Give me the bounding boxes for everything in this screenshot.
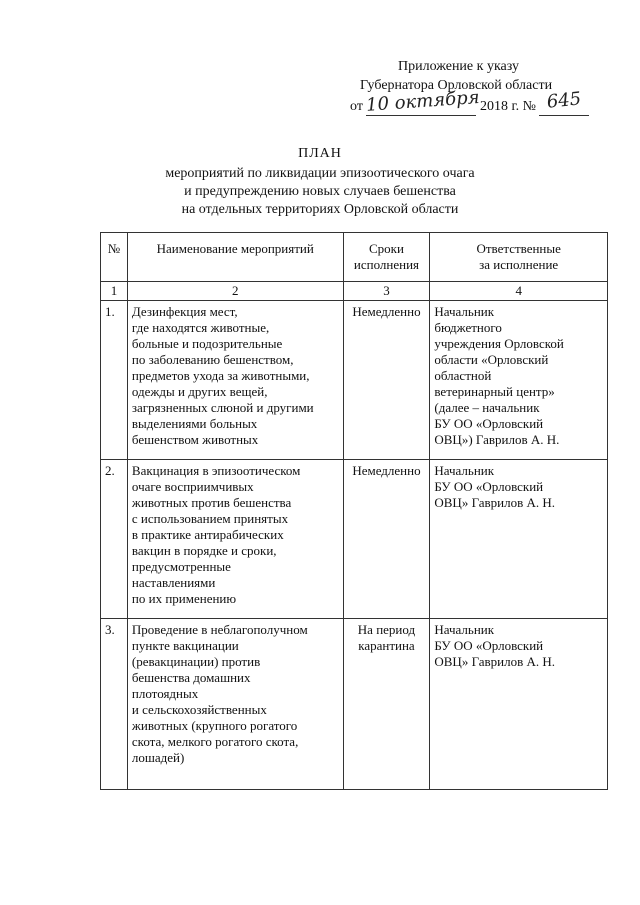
annex-line-1: Приложение к указу — [398, 59, 519, 74]
measure-name-cell — [127, 460, 343, 619]
responsible-cell-line: ОВЦ» Гаврилов А. Н. — [434, 495, 556, 510]
title-line-2: и предупреждению новых случаев бешенства — [184, 184, 456, 199]
row-number-cell: 3. — [101, 619, 128, 790]
measure-name-cell-line: одежды и других вещей, — [131, 384, 268, 399]
measure-name-cell-line: Проведение в неблагополучном — [131, 622, 308, 637]
measure-name-cell-line: предусмотренные — [131, 559, 231, 574]
col-number-cell: 3 — [343, 282, 430, 301]
measure-name-cell — [127, 619, 343, 790]
measure-name-cell-line: и сельскохозяйственных — [131, 702, 267, 717]
annex-year-label: 2018 г. № — [479, 99, 536, 114]
measure-name-cell-line: где находятся животные, — [131, 320, 270, 335]
handwritten-date: 10 октября — [365, 86, 481, 116]
responsible-cell — [430, 301, 608, 460]
responsible-cell-line: Начальник — [434, 463, 495, 478]
term-cell — [343, 301, 430, 460]
title-line-1: мероприятий по ликвидации эпизоотического очага — [165, 166, 475, 181]
measure-name-cell-line: с использованием принятых — [131, 511, 289, 526]
annex-from-label: от — [350, 99, 363, 114]
measure-name-cell-line: наставлениями — [131, 575, 216, 590]
header-term-line-1: Сроки — [368, 241, 404, 256]
responsible-cell-line: (далее – начальник — [434, 400, 540, 415]
measure-name-cell-line: бешенством животных — [131, 432, 259, 447]
term-cell — [343, 460, 430, 619]
row-number-cell: 1. — [101, 301, 128, 460]
measure-name-cell-line: скота, мелкого рогатого скота, — [131, 734, 299, 749]
header-responsible — [430, 233, 608, 282]
responsible-cell-line: учреждения Орловской — [434, 336, 564, 351]
measure-name-cell-line: предметов ухода за животными, — [131, 368, 310, 383]
term-cell-line: Немедленно — [352, 463, 421, 478]
annex-date-field — [365, 86, 481, 116]
measure-name-cell-line: по заболеванию бешенством, — [131, 352, 294, 367]
measure-name-cell-line: выделениями больных — [131, 416, 258, 431]
term-cell-line: карантина — [358, 638, 415, 653]
table-row — [101, 460, 608, 619]
annex-line-2: Губернатора Орловской области — [360, 78, 553, 93]
header-name: Наименование мероприятий — [127, 233, 343, 282]
column-number-row — [101, 282, 608, 301]
row-number-cell: 2. — [101, 460, 128, 619]
responsible-cell-line: Начальник — [434, 622, 495, 637]
responsible-cell-line: Начальник — [434, 304, 495, 319]
plan-table — [100, 232, 608, 790]
responsible-cell-line: БУ ОО «Орловский — [434, 479, 544, 494]
term-cell-line: На период — [357, 622, 416, 637]
col-number-cell: 1 — [101, 282, 128, 301]
responsible-cell-line: бюджетного — [434, 320, 502, 335]
table-row — [101, 619, 608, 790]
responsible-cell-line: области «Орловский — [434, 352, 549, 367]
measure-name-cell-line: загрязненных слюной и другими — [131, 400, 314, 415]
term-cell-line: Немедленно — [352, 304, 421, 319]
measure-name-cell-line: больные и подозрительные — [131, 336, 283, 351]
col-number-cell: 4 — [430, 282, 608, 301]
measure-name-cell-line: плотоядных — [131, 686, 199, 701]
table-header-row — [101, 233, 608, 282]
measure-name-cell-line: Дезинфекция мест, — [131, 304, 238, 319]
responsible-cell — [430, 619, 608, 790]
responsible-cell-line: ОВЦ») Гаврилов А. Н. — [434, 432, 560, 447]
document-title — [0, 145, 640, 219]
responsible-cell-line: ветеринарный центр» — [434, 384, 555, 399]
annex-date-line — [350, 86, 589, 116]
measure-name-cell-line: (ревакцинации) против — [131, 654, 261, 669]
measure-name-cell-line: животных (крупного рогатого — [131, 718, 298, 733]
handwritten-number: 645 — [546, 88, 583, 113]
responsible-cell-line: БУ ОО «Орловский — [434, 416, 544, 431]
header-term — [343, 233, 430, 282]
measure-name-cell-line: лошадей) — [131, 750, 185, 765]
measure-name-cell-line: в практике антирабических — [131, 527, 284, 542]
measure-name-cell-line: бешенства домашних — [131, 670, 251, 685]
header-resp-line-2: за исполнение — [479, 257, 559, 272]
header-term-line-2: исполнения — [353, 257, 420, 272]
responsible-cell-line: ОВЦ» Гаврилов А. Н. — [434, 654, 556, 669]
responsible-cell-line: областной — [434, 368, 492, 383]
annex-number-field — [539, 88, 589, 116]
measure-name-cell-line: очаге восприимчивых — [131, 479, 254, 494]
title-line-3: на отдельных территориях Орловской области — [181, 202, 459, 217]
term-cell — [343, 619, 430, 790]
plan-heading: ПЛАН — [298, 146, 342, 161]
measure-name-cell — [127, 301, 343, 460]
responsible-cell-line: БУ ОО «Орловский — [434, 638, 544, 653]
measure-name-cell-line: животных против бешенства — [131, 495, 292, 510]
measure-name-cell-line: Вакцинация в эпизоотическом — [131, 463, 301, 478]
measure-name-cell-line: по их применению — [131, 591, 237, 606]
measure-name-cell-line: вакцин в порядке и сроки, — [131, 543, 277, 558]
header-num: № — [101, 233, 128, 282]
responsible-cell — [430, 460, 608, 619]
table-row — [101, 301, 608, 460]
header-resp-line-1: Ответственные — [476, 241, 561, 256]
measure-name-cell-line: пункте вакцинации — [131, 638, 239, 653]
col-number-cell: 2 — [127, 282, 343, 301]
